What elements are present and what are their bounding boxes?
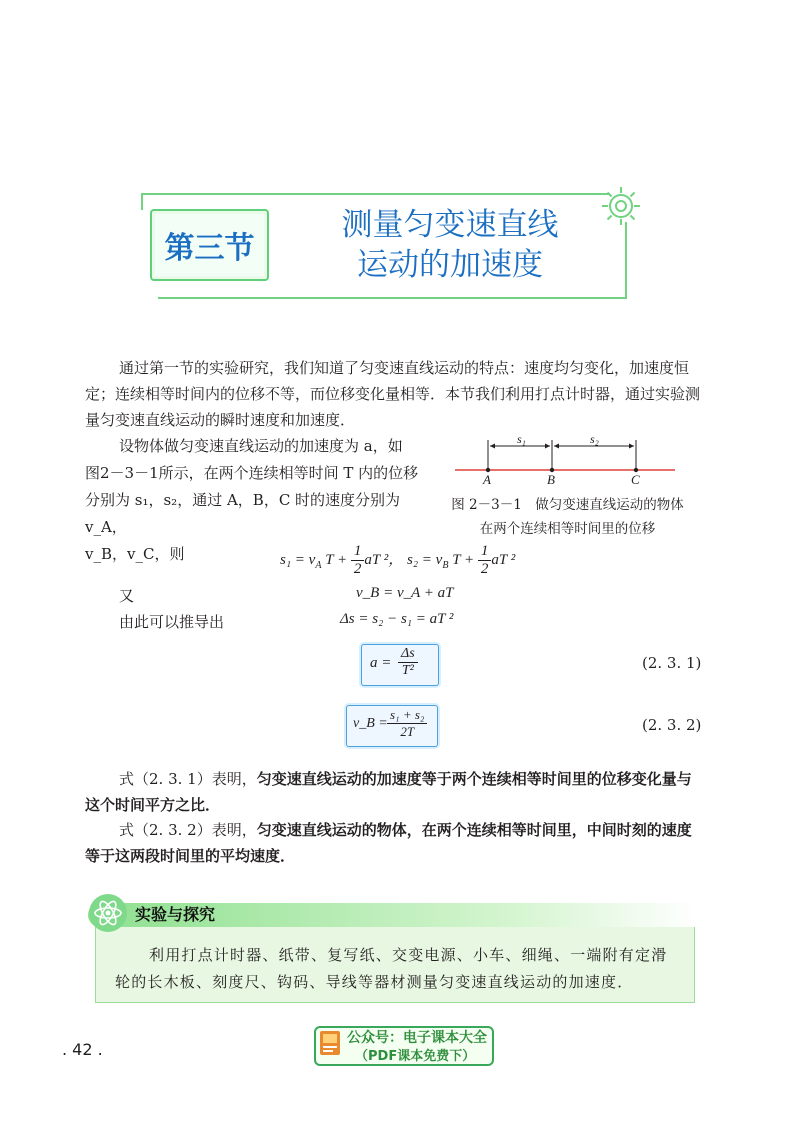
eq-s2-sub: B — [442, 559, 449, 571]
formula-1-fraction — [398, 646, 418, 679]
point-c-label: C — [631, 472, 640, 487]
eq-s1-mid: T + — [325, 551, 348, 568]
formula-box-1 — [361, 644, 439, 686]
half-fraction-1 — [351, 543, 365, 578]
explore-text: 利用打点计时器、纸带、复写纸、交变电源、小车、细绳、一端附有定滑轮的长木板、刻度尺、钩码、导线等器材测量匀变速直线运动的加速度． — [115, 946, 668, 991]
formula-1-number: (2. 3. 1) — [642, 654, 702, 672]
section-title — [300, 205, 600, 285]
watermark-line-1: 公众号：电子课本大全 — [347, 1030, 487, 1046]
note-1-prefix: 式（2. 3. 1）表明， — [119, 770, 257, 788]
eq-s2-mid: T + — [452, 551, 475, 568]
formula-1-num: Δs — [398, 646, 418, 663]
watermark-line-2: （PDF课本免费下） — [355, 1049, 476, 1064]
equation-vb: v_B = v_A + aT — [356, 585, 454, 601]
formula-box-2 — [346, 705, 438, 747]
intro-paragraph: 通过第一节的实验研究，我们知道了匀变速直线运动的特点：速度均匀变化，加速度恒定；连续相等时间内的位移不等，而位移变化量相等．本节我们利用打点计时器，通过实验测量匀变速直线运动的瞬时速度和加速度． — [85, 359, 701, 429]
note-formula-2 — [85, 817, 705, 869]
note-2-emphasis: 匀变速直线运动的物体，在两个连续相等时间里，中间时刻的速度等于这两段时间里的平均速度． — [85, 821, 692, 865]
explore-title: 实验与探究 — [135, 905, 216, 924]
formula-1-den: T² — [401, 663, 414, 678]
formula-2-fraction — [387, 707, 427, 740]
half-fraction-2 — [478, 543, 492, 578]
formula-2-num: s₁ + s₂ — [387, 707, 427, 724]
formula-2-number: (2. 3. 2) — [642, 716, 702, 734]
note-formula-1 — [85, 766, 705, 818]
atom-icon — [88, 893, 128, 933]
figure-caption-line1: 图 2－3－1 做匀变速直线运动的物体 — [451, 497, 684, 513]
eq-s1-prefix: s₁ = v — [280, 551, 316, 568]
section-title-line2: 运动的加速度 — [357, 247, 543, 283]
note-1-emphasis: 匀变速直线运动的加速度等于两个连续相等时间里的位移变化量与这个时间平方之比． — [85, 770, 692, 814]
point-a-label: A — [483, 472, 491, 487]
note-2-prefix: 式（2. 3. 2）表明， — [119, 821, 257, 839]
formula-2-lhs: v_B = — [353, 716, 388, 731]
label-s2: s₂ — [590, 432, 599, 446]
equation-delta-s: Δs = s₂ − s₁ = aT ² — [340, 611, 454, 627]
half-num-2: 1 — [478, 543, 492, 561]
label-s1: s₁ — [517, 432, 526, 446]
derive-label: 由此可以推导出 — [119, 613, 225, 631]
eq-s1-suffix: aT ²， — [364, 551, 404, 568]
section-title-line1: 测量匀变速直线 — [341, 207, 559, 243]
eq-s1-sub: A — [315, 559, 322, 571]
setup-line-2: 图2－3－1所示，在两个连续相等时间 T 内的位移 — [85, 464, 419, 482]
you-label: 又 — [119, 587, 135, 605]
half-den-1: 2 — [353, 561, 362, 577]
setup-line-3: 分别为 s₁，s₂，通过 A，B，C 时的速度分别为 v_A， — [85, 491, 401, 536]
figure-caption-line2: 在两个连续相等时间里的位移 — [479, 521, 656, 537]
gear-icon — [598, 183, 644, 229]
formula-2-den: 2T — [400, 724, 415, 739]
eq-s2-prefix: s₂ = v — [406, 551, 443, 568]
page-number: . 42 . — [62, 1040, 103, 1059]
eq-s2-suffix: aT ² — [491, 551, 516, 568]
setup-line-4: v_B，v_C，则 — [85, 545, 185, 563]
equation-displacements — [280, 543, 515, 578]
section-label: 第三节 — [164, 231, 255, 266]
half-num-1: 1 — [351, 543, 365, 561]
half-den-2: 2 — [480, 561, 489, 577]
setup-line-1: 设物体做匀变速直线运动的加速度为 a，如 — [119, 437, 403, 455]
figure-caption — [440, 493, 695, 537]
book-logo-icon — [318, 1029, 344, 1059]
formula-1-lhs: a = — [370, 655, 392, 671]
point-b-label: B — [547, 472, 555, 487]
